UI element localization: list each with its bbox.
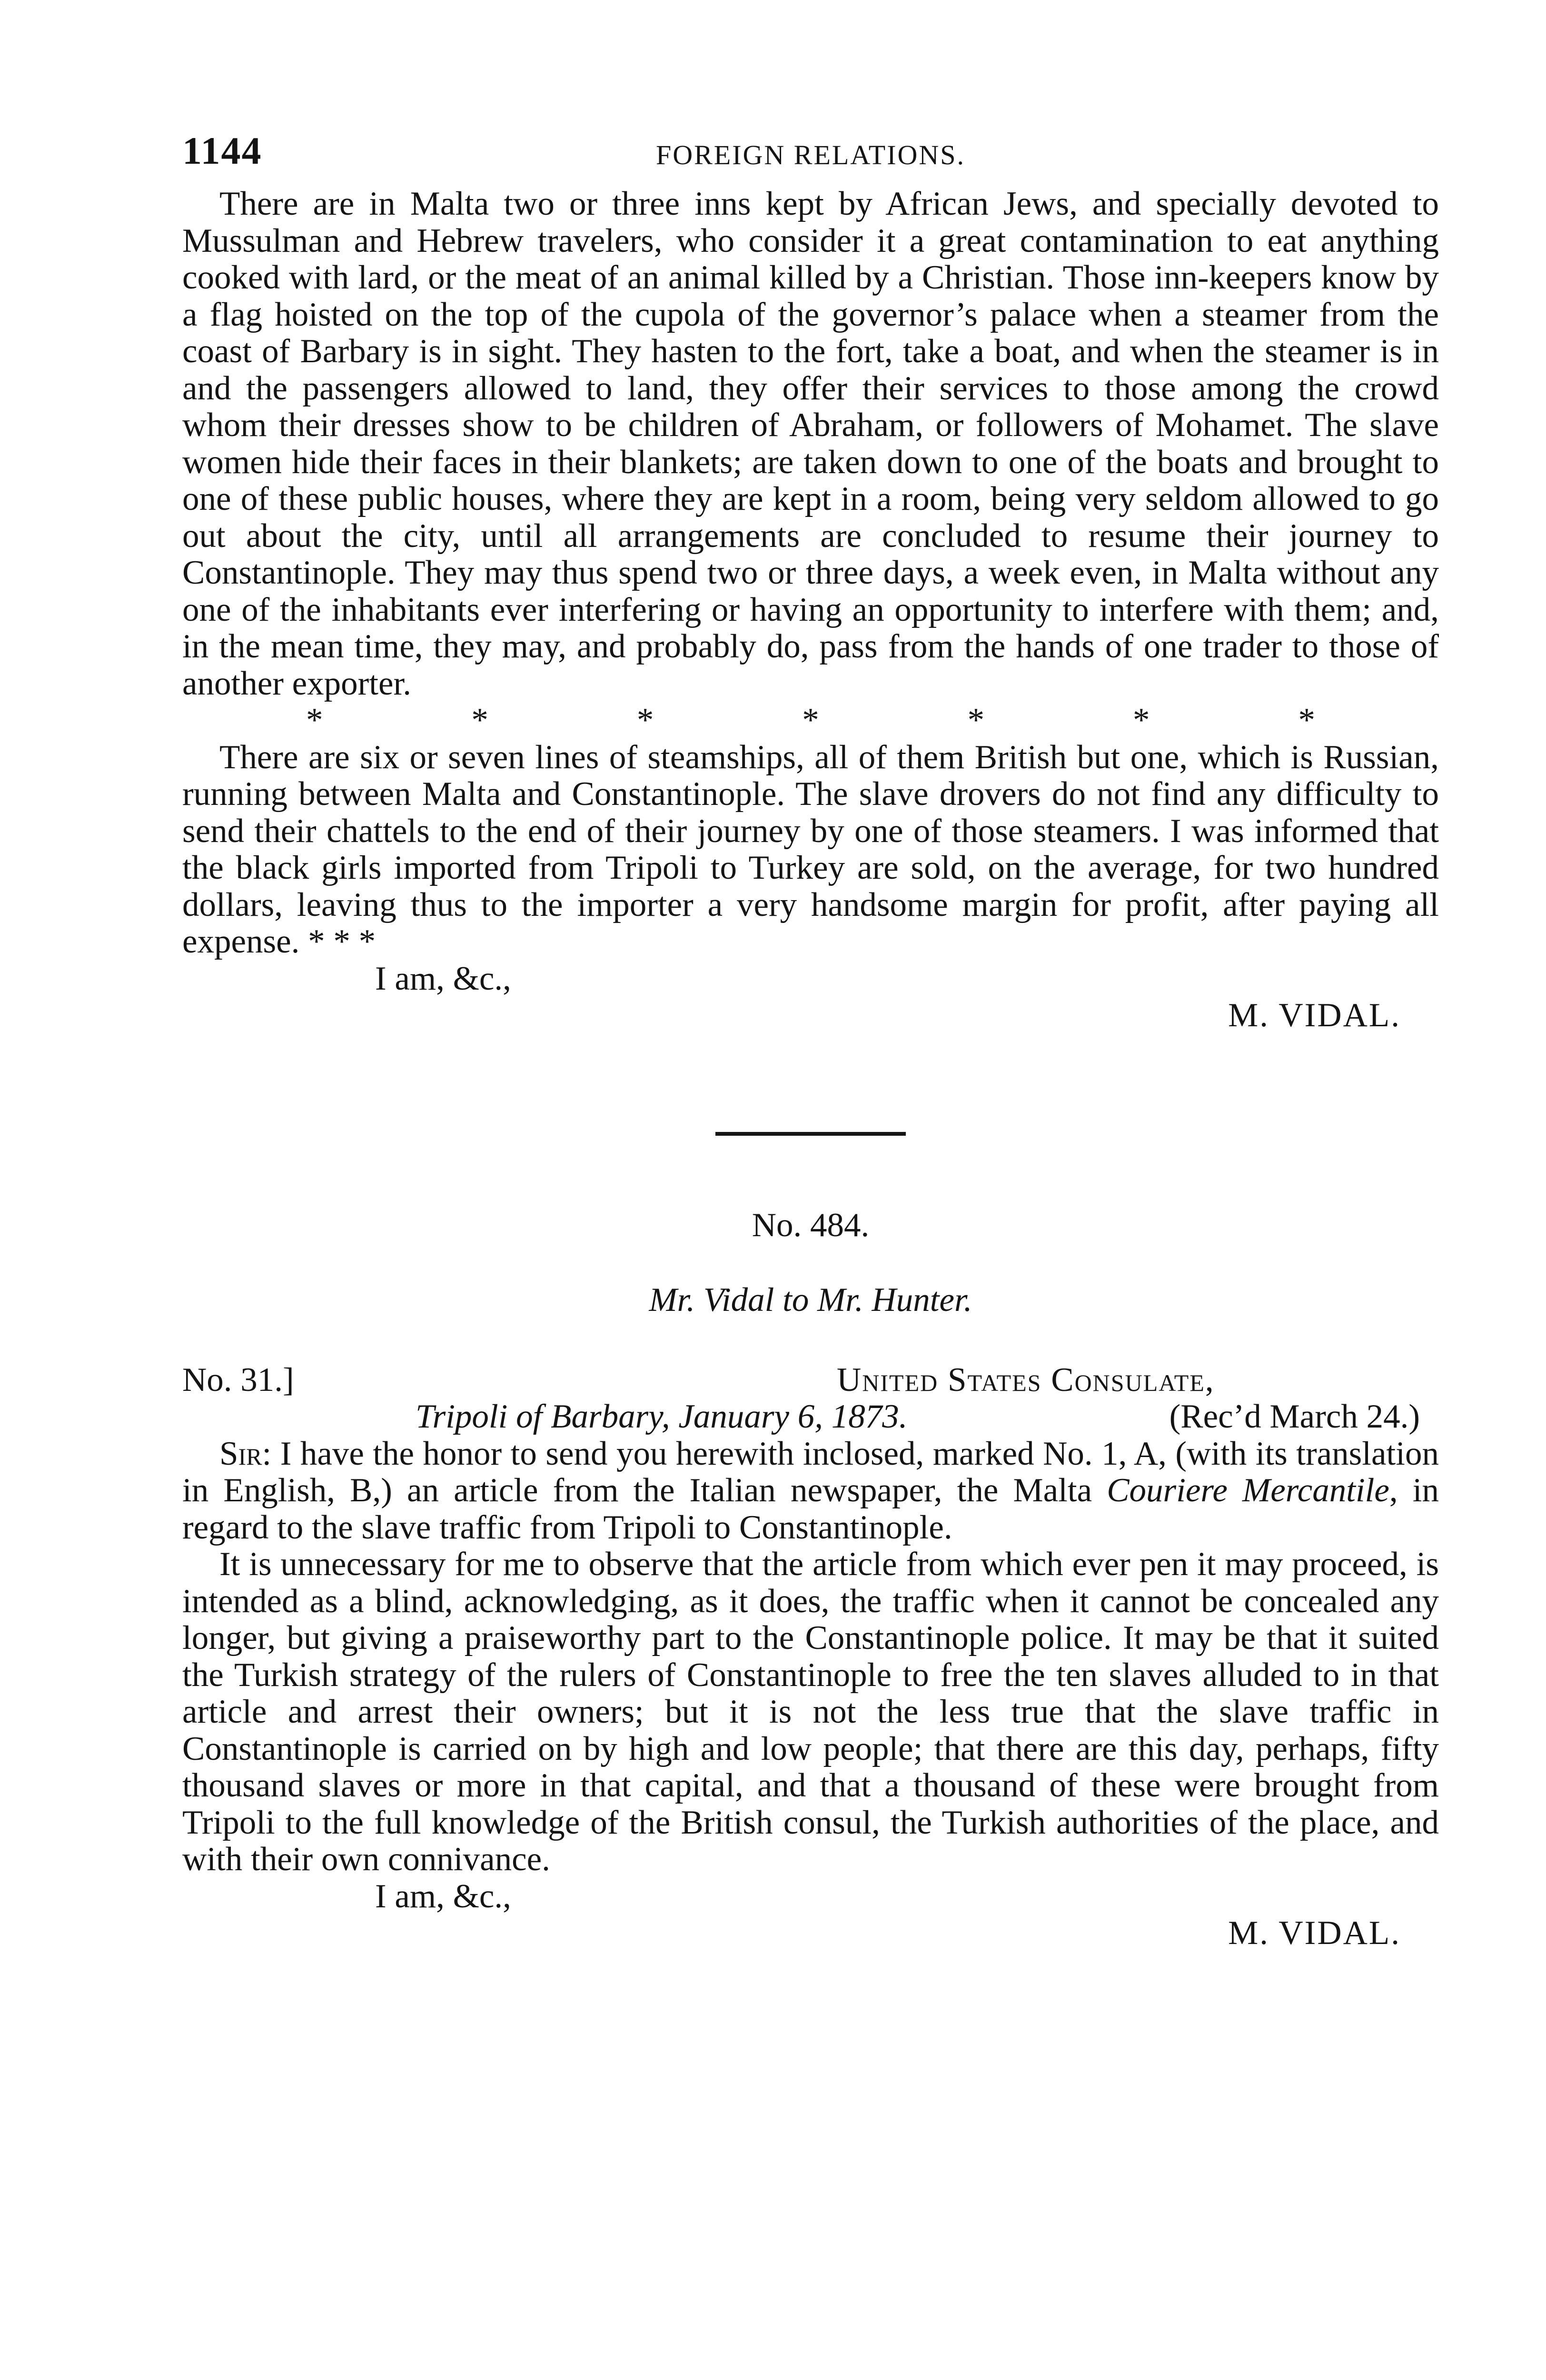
- salutation: Sir: [219, 1435, 262, 1472]
- star: *: [306, 702, 323, 739]
- star: *: [1133, 702, 1150, 739]
- paragraph-enclosure: [182, 1436, 1439, 1547]
- paragraph-malta-inns: There are in Malta two or three inns kept by African Jews, and specially devoted to Mussulman and Hebrew travelers, who consider it a great contamination to eat anything cooked with lard, or the meat of an animal killed by a Christian. Those inn-keepers know by a flag hoisted on the top of the cupola of the governor’s palace when a steamer from the coast of Barbary is in sight. They hasten to the fort, take a boat, and when the steamer is in and the passengers allowed to land, they offer their services to those among the crowd whom their dresses show to be children of Abraham, or followers of Mohamet. The slave women hide their faces in their blankets; are taken down to one of the boats and brought to one of these public houses, where they are kept in a room, being very seldom allowed to go out about the city, until all arrangements are concluded to resume their journey to Constantinople. They may thus spend two or three days, a week even, in Malta without any one of the inhabitants ever interfering or having an opportunity to interfere with them; and, in the mean time, they may, and probably do, pass from the hands of one trader to those of another exporter.: [182, 185, 1439, 702]
- ellipsis-stars: [182, 702, 1439, 739]
- paragraph-observation: It is unnecessary for me to observe that the article from which ever pen it may proceed, is intended as a blind, acknowledging, as it does, the traffic when it cannot be concealed any longer, but giving a praiseworthy part to the Constantinople police. It may be that it suited the Turkish strategy of the rulers of Constantinople to free the ten slaves alluded to in that article and arrest their owners; but it is not the less true that the slave traffic in Constantinople is carried on by high and low people; that there are this day, perhaps, fifty thousand slaves or more in that capital, and that a thousand of these were brought from Tripoli to the full knowledge of the British consul, the Turkish authorities of the place, and with their own connivance.: [182, 1546, 1439, 1878]
- paragraph-enclosure-text-b: , in regard to the slave traffic from Tripoli to Constantinople.: [182, 1472, 1439, 1546]
- signature: M. VIDAL.: [1228, 997, 1401, 1034]
- document-number: No. 484.: [752, 1206, 870, 1244]
- section-divider: [715, 1132, 906, 1136]
- closing: I am, &c.,: [375, 1877, 511, 1915]
- page-header: [182, 129, 1439, 186]
- star: *: [802, 702, 819, 739]
- dateline: [182, 1362, 1439, 1436]
- newspaper-name: Couriere Mercantile: [1107, 1472, 1389, 1509]
- star: *: [636, 702, 654, 739]
- paragraph-enclosure-text-a: : I have the honor to send you herewith inclosed, marked No. 1, A, (with its translation in English, B,) an article from the Italian newspaper, the Malta: [182, 1435, 1439, 1509]
- closing: I am, &c.,: [375, 960, 511, 997]
- star: *: [471, 702, 488, 739]
- dispatch-number: No. 31.]: [182, 1361, 294, 1398]
- signature: M. VIDAL.: [1228, 1914, 1401, 1952]
- star: *: [1298, 702, 1315, 739]
- document-title: Mr. Vidal to Mr. Hunter.: [649, 1281, 972, 1319]
- running-head: FOREIGN RELATIONS.: [655, 139, 966, 170]
- letter-vidal-to-hunter: [182, 1207, 1439, 1952]
- consulate-heading: United States Consulate,: [837, 1361, 1215, 1398]
- document-page: [182, 129, 1439, 1952]
- letter-vidal-continued: [182, 186, 1439, 1034]
- paragraph-steamship-lines: There are six or seven lines of steamships, all of them British but one, which is Russian, running between Malta and Constantinople. The slave drovers do not find any difficulty to send their chattels to the end of their journey by one of those steamers. I was informed that the black girls imported from Tripoli to Turkey are sold, on the average, for two hundred dollars, leaving thus to the importer a very handsome margin for profit, after paying all expense. * * *: [182, 738, 1439, 960]
- page-number: 1144: [182, 129, 262, 172]
- place-and-date: Tripoli of Barbary, January 6, 1873.: [416, 1398, 908, 1435]
- received-date: (Rec’d March 24.): [1169, 1398, 1420, 1435]
- star: *: [967, 702, 985, 739]
